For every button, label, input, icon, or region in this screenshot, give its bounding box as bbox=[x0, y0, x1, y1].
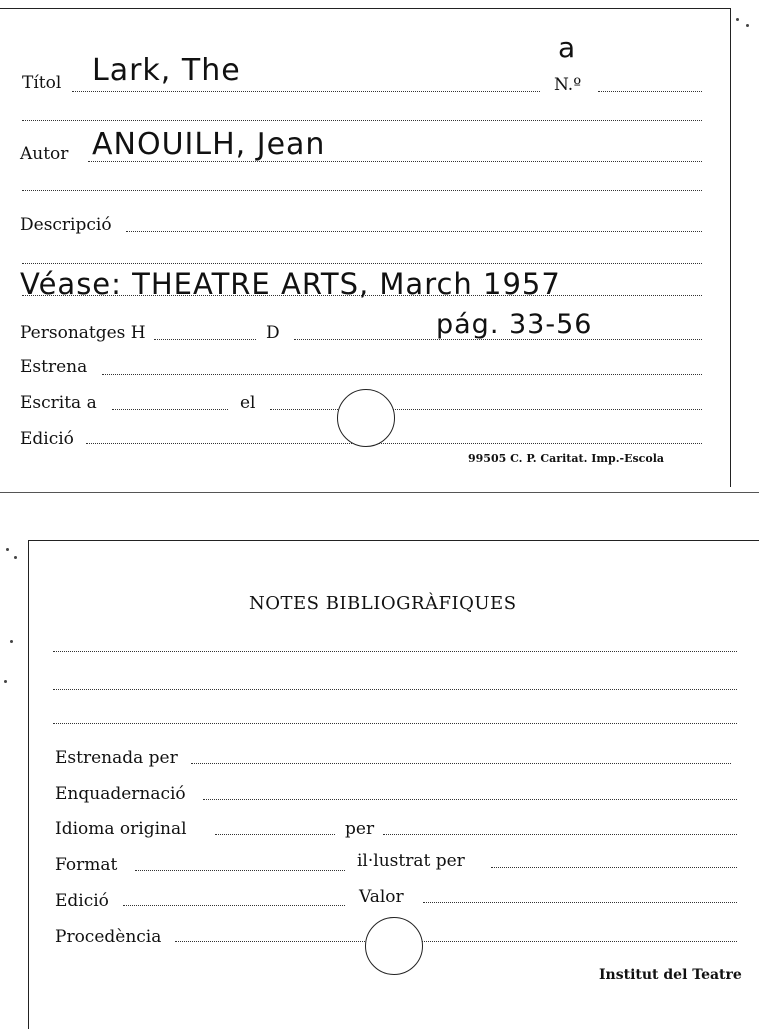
back-punch-hole bbox=[365, 917, 423, 975]
back-edicio-line bbox=[123, 905, 345, 906]
notes-line-3 bbox=[53, 723, 737, 724]
estrena-line bbox=[102, 374, 702, 375]
blank-line-1 bbox=[22, 120, 702, 121]
catalog-card-front bbox=[0, 8, 731, 487]
procedencia-label: Procedència bbox=[55, 927, 162, 947]
scan-speck bbox=[14, 556, 17, 559]
scan-speck bbox=[4, 680, 7, 683]
printer-imprint: 99505 C. P. Caritat. Imp.-Escola bbox=[468, 452, 665, 465]
catalog-card-back bbox=[28, 540, 759, 1029]
blank-line-2 bbox=[22, 190, 702, 191]
valor-label: Valor bbox=[359, 887, 404, 907]
personatges-label: Personatges H bbox=[20, 323, 146, 343]
edicio-line bbox=[86, 443, 702, 444]
valor-line bbox=[423, 902, 737, 903]
escrita-label: Escrita a bbox=[20, 393, 97, 413]
notes-line-2 bbox=[53, 689, 737, 690]
blank-line-4 bbox=[22, 295, 702, 296]
enquadernacio-line bbox=[203, 799, 737, 800]
titol-line bbox=[72, 91, 540, 92]
estrenada-line bbox=[191, 763, 731, 764]
numero-label: N.º bbox=[554, 75, 582, 95]
notes-title: NOTES BIBLIOGRÀFIQUES bbox=[249, 593, 517, 614]
titol-label: Títol bbox=[22, 73, 62, 93]
estrena-label: Estrena bbox=[20, 357, 88, 377]
personatges-h-line bbox=[154, 339, 256, 340]
edicio-label: Edició bbox=[20, 429, 74, 449]
card-separator bbox=[0, 492, 759, 493]
punch-hole bbox=[337, 389, 395, 447]
page-ref: pág. 33-56 bbox=[436, 309, 593, 340]
per-line bbox=[383, 834, 737, 835]
back-edicio-label: Edició bbox=[55, 891, 109, 911]
illustrat-label: il·lustrat per bbox=[357, 851, 465, 871]
format-line bbox=[135, 870, 345, 871]
idioma-line bbox=[215, 834, 335, 835]
scan-speck bbox=[6, 548, 9, 551]
estrenada-label: Estrenada per bbox=[55, 748, 178, 768]
escrita-line bbox=[112, 409, 228, 410]
autor-label: Autor bbox=[20, 144, 69, 164]
notes-line-1 bbox=[53, 651, 737, 652]
titol-value: Lark, The bbox=[92, 53, 241, 88]
scan-speck bbox=[736, 18, 739, 21]
numero-line bbox=[598, 91, 702, 92]
scan-speck bbox=[746, 24, 749, 27]
note-line: Véase: THEATRE ARTS, March 1957 bbox=[20, 267, 561, 301]
el-line bbox=[270, 409, 702, 410]
descripcio-line bbox=[126, 231, 702, 232]
institut-imprint: Institut del Teatre bbox=[599, 967, 742, 983]
scan-speck bbox=[10, 640, 13, 643]
idioma-label: Idioma original bbox=[55, 819, 187, 839]
descripcio-label: Descripció bbox=[20, 215, 112, 235]
autor-value: ANOUILH, Jean bbox=[92, 127, 326, 162]
per-label: per bbox=[345, 819, 375, 839]
format-label: Format bbox=[55, 855, 118, 875]
enquadernacio-label: Enquadernació bbox=[55, 784, 186, 804]
blank-line-3 bbox=[22, 263, 702, 264]
el-label: el bbox=[240, 393, 256, 413]
personatges-d-label: D bbox=[266, 323, 280, 343]
procedencia-line bbox=[175, 941, 737, 942]
illustrat-line bbox=[491, 867, 737, 868]
numero-value: a bbox=[558, 31, 577, 64]
